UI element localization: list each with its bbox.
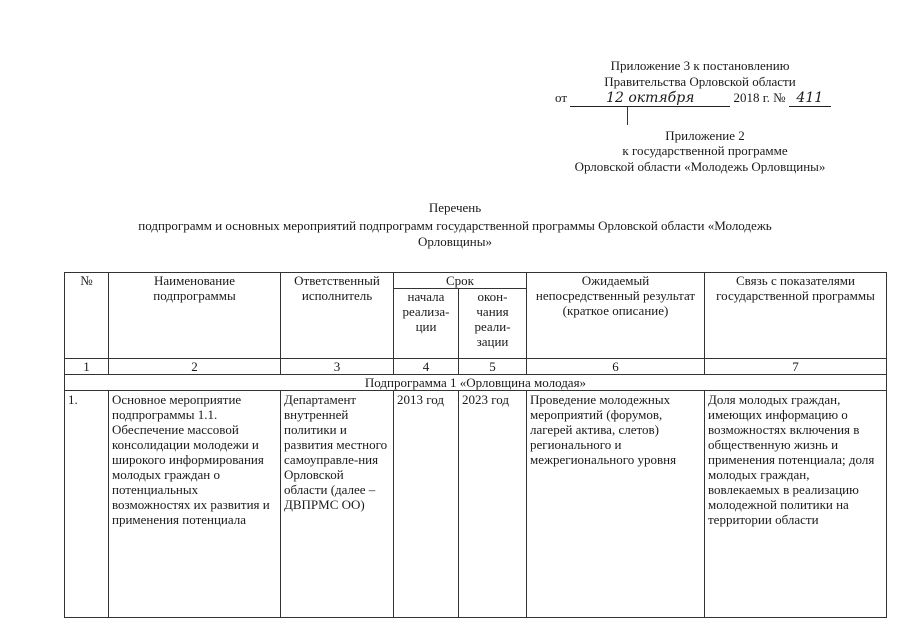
document-title: Перечень xyxy=(428,200,482,215)
row-executor: Департамент внутренней политики и развития местного самоуправле-ния Орловской области (далее – ДВПРМС ОО) xyxy=(281,391,394,618)
column-number-6: 6 xyxy=(527,359,705,375)
appendix3-line1: Приложение 3 к постановлению xyxy=(610,58,790,73)
header-link: Связь с показателями государственной программы xyxy=(705,273,887,359)
column-number-2: 2 xyxy=(109,359,281,375)
column-number-7: 7 xyxy=(705,359,887,375)
handwritten-date: 12 октября xyxy=(570,91,730,107)
subtitle-line1: подпрограмм и основных мероприятий подпрограмм государственной программы Орловской области «Молодежь xyxy=(138,218,772,233)
header-end: окон-чания реали-зации xyxy=(459,289,527,359)
table-row xyxy=(65,391,887,618)
subprograms-table xyxy=(64,272,887,618)
header-name: Наименование подпрограммы xyxy=(109,273,281,359)
header-start: начала реализа-ции xyxy=(394,289,459,359)
row-result: Проведение молодежных мероприятий (форумов, лагерей актива, слетов) регионального и межрегионального уровня xyxy=(527,391,705,618)
column-number-4: 4 xyxy=(394,359,459,375)
row-name: Основное мероприятие подпрограммы 1.1. Обеспечение массовой консолидации молодежи и широкого информирования молодых граждан о потенциальных возможностях их развития и применения потенциала xyxy=(109,391,281,618)
appendix2-line3: Орловской области «Молодежь Орловщины» xyxy=(574,159,826,174)
row-link: Доля молодых граждан, имеющих информацию о возможностях включения в общественную жизнь и применения потенциала; доля молодых граждан, вовлекаемых в реализацию молодежной политики на территории области xyxy=(705,391,887,618)
appendix2-line2: к государственной программе xyxy=(622,143,788,158)
subtitle-line2: Орловщины» xyxy=(417,234,492,249)
subprogram-title-row: Подпрограмма 1 «Орловщина молодая» xyxy=(65,375,887,391)
row-end: 2023 год xyxy=(459,391,527,618)
appendix3-line2: Правительства Орловской области xyxy=(604,74,796,89)
handwritten-number: 411 xyxy=(789,91,831,107)
column-number-5: 5 xyxy=(459,359,527,375)
appendix2-line1: Приложение 2 xyxy=(665,128,745,143)
document-subtitle xyxy=(60,218,850,250)
column-number-1: 1 xyxy=(65,359,109,375)
row-num: 1. xyxy=(65,391,109,618)
header-num: № xyxy=(65,273,109,359)
decree-date-line xyxy=(555,90,855,107)
header-executor: Ответственный исполнитель xyxy=(281,273,394,359)
date-year: 2018 г. № xyxy=(733,90,786,105)
column-number-3: 3 xyxy=(281,359,394,375)
header-result: Ожидаемый непосредственный результат (краткое описание) xyxy=(527,273,705,359)
date-prefix: от xyxy=(555,90,568,105)
handwritten-stroke xyxy=(627,107,628,125)
header-term: Срок xyxy=(394,273,527,289)
row-start: 2013 год xyxy=(394,391,459,618)
